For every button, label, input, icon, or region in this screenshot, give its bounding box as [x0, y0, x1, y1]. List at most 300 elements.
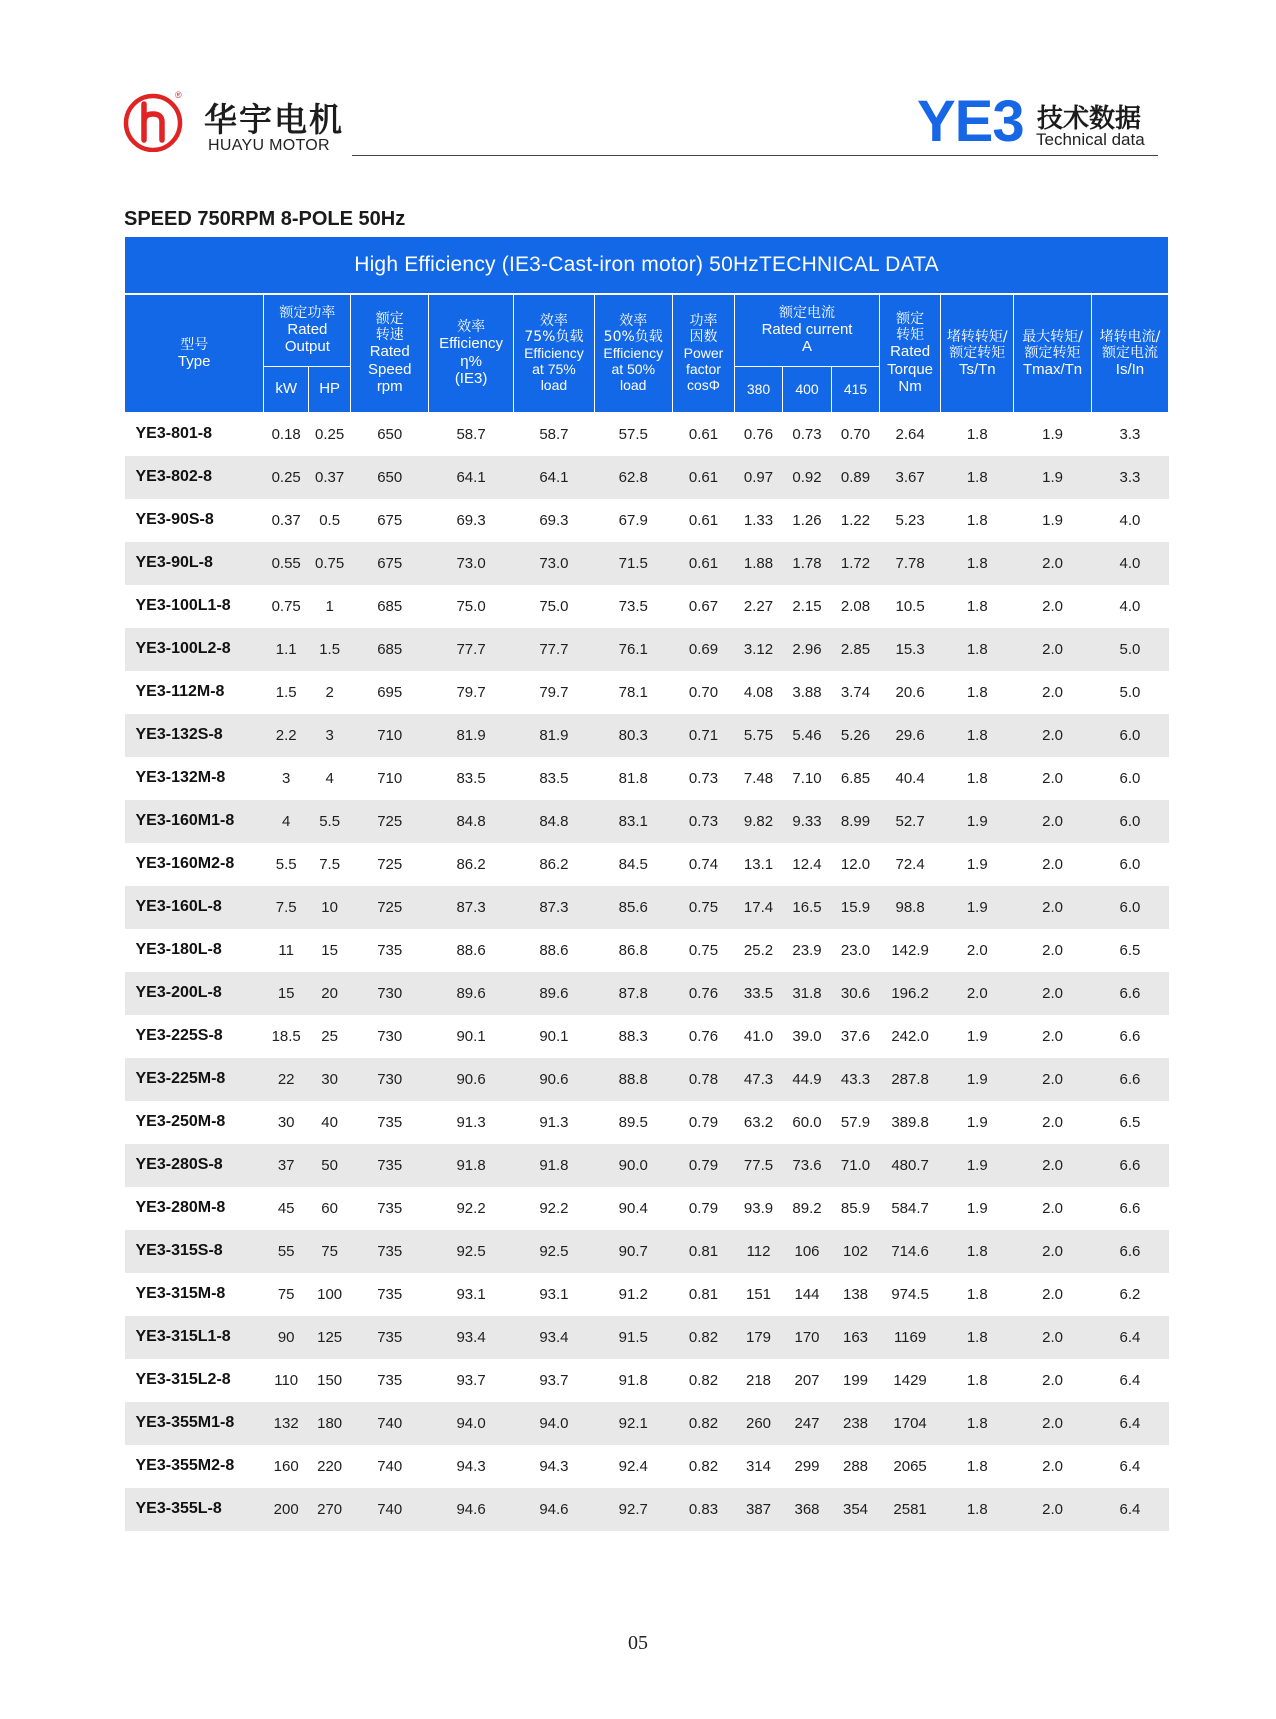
value-cell: 4	[325, 769, 334, 787]
value-cell: 247	[782, 1402, 832, 1445]
value-cell: 91.5	[594, 1316, 672, 1359]
value-cell: 1.9	[966, 1027, 988, 1045]
value-cell: 1.88	[735, 542, 782, 585]
header-400v: 400	[782, 366, 832, 412]
value-cell: 40.4	[895, 769, 925, 787]
value-cell: 6.85	[840, 769, 871, 787]
value-cell: 6.5	[1119, 941, 1141, 959]
value-cell: 1.72	[832, 542, 879, 585]
model-cell: YE3-160M1-8	[125, 800, 264, 843]
value-cell: 73.6	[782, 1144, 832, 1187]
value-cell: 368	[782, 1488, 832, 1531]
header-efficiency-50: 效率 50%负载 Efficiency at 50% load	[594, 294, 672, 412]
table-row	[125, 929, 1169, 972]
value-cell: 110	[274, 1371, 299, 1389]
value-cell: 1704	[879, 1402, 941, 1445]
model-cell: YE3-250M-8	[135, 1113, 226, 1130]
value-cell: 106	[782, 1230, 832, 1273]
value-cell: 125	[308, 1316, 350, 1359]
value-cell: 29.6	[879, 714, 941, 757]
value-cell: 37	[264, 1144, 308, 1187]
value-cell: 0.18	[271, 425, 301, 443]
value-cell: 12.0	[840, 855, 871, 873]
value-cell: 6.6	[1091, 1230, 1168, 1273]
value-cell: 740	[351, 1402, 429, 1445]
value-cell: 0.83	[672, 1488, 735, 1531]
value-cell: 0.75	[688, 941, 719, 959]
value-cell: 0.75	[308, 542, 350, 585]
table-row	[125, 1359, 1169, 1402]
value-cell: 200	[264, 1488, 308, 1531]
value-cell: 5.46	[782, 714, 832, 757]
value-cell: 1429	[893, 1371, 927, 1389]
value-cell: 2.85	[832, 628, 879, 671]
value-cell: 3	[308, 714, 350, 757]
value-cell: 1.9	[1042, 425, 1063, 443]
value-cell: 1.9	[966, 855, 988, 873]
value-cell: 650	[351, 456, 429, 499]
value-cell: 1.9	[966, 1199, 988, 1217]
value-cell: 77.7	[429, 628, 514, 671]
value-cell: 71.0	[832, 1144, 879, 1187]
value-cell: 0.73	[688, 769, 719, 787]
value-cell: 220	[317, 1457, 343, 1475]
value-cell: 7.78	[879, 542, 941, 585]
value-cell: 0.5	[319, 511, 341, 529]
value-cell: 72.4	[895, 855, 925, 873]
value-cell: 69.3	[456, 511, 486, 529]
value-cell: 0.37	[308, 456, 350, 499]
value-cell: 7.10	[792, 769, 822, 787]
value-cell: 41.0	[743, 1027, 774, 1045]
header-kw: kW	[264, 366, 308, 412]
model-cell: YE3-801-8	[135, 425, 212, 442]
model-cell: YE3-180L-8	[135, 941, 222, 958]
value-cell: 43.3	[832, 1058, 879, 1101]
value-cell: 60	[321, 1199, 338, 1217]
value-cell: 90	[264, 1316, 308, 1359]
speed-title: SPEED 750RPM 8-POLE 50Hz	[124, 208, 406, 230]
value-cell: 93.1	[456, 1285, 486, 1303]
value-cell: 196.2	[879, 972, 941, 1015]
value-cell: 77.7	[514, 628, 595, 671]
technical-data-title-en: Technical data	[1036, 130, 1145, 149]
table-row	[125, 628, 1169, 671]
header-type: 型号 Type	[125, 294, 264, 412]
value-cell: 0.55	[264, 542, 308, 585]
header-efficiency: 效率 Efficiency η% (IE3)	[429, 294, 514, 412]
value-cell: 314	[746, 1457, 772, 1475]
value-cell: 1.9	[966, 1113, 988, 1131]
value-cell: 0.76	[672, 972, 735, 1015]
value-cell: 735	[377, 1285, 403, 1303]
model-cell: YE3-315M-8	[135, 1285, 226, 1302]
value-cell: 1.26	[792, 511, 822, 529]
value-cell: 30	[308, 1058, 350, 1101]
value-cell: 6.4	[1091, 1316, 1168, 1359]
value-cell: 30	[277, 1113, 295, 1131]
value-cell: 0.79	[688, 1113, 719, 1131]
value-cell: 180	[308, 1402, 350, 1445]
table-row	[125, 1316, 1169, 1359]
header-380v: 380	[735, 366, 782, 412]
value-cell: 0.67	[688, 597, 719, 615]
value-cell: 2.0	[1014, 1230, 1092, 1273]
value-cell: 71.5	[594, 542, 672, 585]
value-cell: 91.2	[618, 1285, 648, 1303]
value-cell: 1.5	[308, 628, 350, 671]
value-cell: 735	[377, 1371, 403, 1389]
value-cell: 710	[377, 769, 403, 787]
value-cell: 6.6	[1119, 1027, 1141, 1045]
value-cell: 94.6	[514, 1488, 595, 1531]
value-cell: 7.5	[319, 855, 341, 873]
value-cell: 20	[308, 972, 350, 1015]
value-cell: 1.8	[941, 1488, 1014, 1531]
value-cell: 23.9	[792, 941, 822, 959]
value-cell: 83.5	[539, 769, 569, 787]
value-cell: 2.0	[1014, 886, 1092, 929]
value-cell: 160	[273, 1457, 299, 1475]
value-cell: 287.8	[879, 1058, 941, 1101]
value-cell: 102	[832, 1230, 879, 1273]
value-cell: 1.9	[941, 1058, 1014, 1101]
value-cell: 0.73	[672, 800, 735, 843]
value-cell: 2.0	[1042, 1285, 1063, 1303]
value-cell: 170	[782, 1316, 832, 1359]
value-cell: 88.6	[456, 941, 486, 959]
value-cell: 92.5	[429, 1230, 514, 1273]
value-cell: 1.8	[966, 425, 988, 443]
value-cell: 6.0	[1091, 886, 1168, 929]
value-cell: 740	[377, 1457, 403, 1475]
value-cell: 3.3	[1119, 425, 1141, 443]
value-cell: 0.82	[688, 1457, 719, 1475]
value-cell: 1.9	[1014, 456, 1092, 499]
value-cell: 270	[308, 1488, 350, 1531]
value-cell: 25.2	[743, 941, 774, 959]
value-cell: 112	[735, 1230, 782, 1273]
value-cell: 1.8	[941, 1402, 1014, 1445]
table-row	[125, 1402, 1169, 1445]
value-cell: 1.22	[840, 511, 871, 529]
table-row	[125, 843, 1169, 886]
value-cell: 10	[308, 886, 350, 929]
value-cell: 0.78	[672, 1058, 735, 1101]
value-cell: 92.1	[594, 1402, 672, 1445]
huayu-logo-icon	[122, 90, 184, 152]
value-cell: 260	[735, 1402, 782, 1445]
value-cell: 92.4	[618, 1457, 648, 1475]
value-cell: 57.9	[840, 1113, 871, 1131]
value-cell: 93.7	[456, 1371, 486, 1389]
value-cell: 98.8	[879, 886, 941, 929]
model-cell: YE3-200L-8	[125, 972, 264, 1015]
value-cell: 0.25	[315, 425, 345, 443]
value-cell: 3	[282, 769, 291, 787]
technical-data-title-cn: 技术数据	[1037, 104, 1142, 134]
value-cell: 0.61	[688, 425, 719, 443]
value-cell: 0.73	[792, 425, 822, 443]
value-cell: 88.6	[539, 941, 569, 959]
value-cell: 0.89	[832, 456, 879, 499]
value-cell: 0.61	[688, 511, 719, 529]
value-cell: 2581	[879, 1488, 941, 1531]
value-cell: 7.5	[264, 886, 308, 929]
value-cell: 84.8	[429, 800, 514, 843]
value-cell: 0.71	[672, 714, 735, 757]
value-cell: 3.74	[840, 683, 871, 701]
header-efficiency-75: 效率 75%负载 Efficiency at 75% load	[514, 294, 595, 412]
value-cell: 84.5	[618, 855, 648, 873]
page-number: 05	[628, 1632, 648, 1654]
value-cell: 92.2	[539, 1199, 569, 1217]
value-cell: 0.69	[672, 628, 735, 671]
value-cell: 86.2	[456, 855, 486, 873]
value-cell: 12.4	[792, 855, 822, 873]
value-cell: 0.76	[688, 1027, 719, 1045]
value-cell: 90.4	[618, 1199, 648, 1217]
value-cell: 85.6	[594, 886, 672, 929]
value-cell: 44.9	[782, 1058, 832, 1101]
value-cell: 6.5	[1119, 1113, 1141, 1131]
value-cell: 75	[277, 1285, 295, 1303]
value-cell: 5.26	[832, 714, 879, 757]
value-cell: 1.9	[941, 886, 1014, 929]
value-cell: 725	[377, 855, 403, 873]
value-cell: 5.5	[308, 800, 350, 843]
table-row	[125, 671, 1169, 714]
value-cell: 1.33	[743, 511, 774, 529]
value-cell: 90.7	[594, 1230, 672, 1273]
value-cell: 50	[308, 1144, 350, 1187]
table-row	[125, 1488, 1169, 1531]
value-cell: 88.3	[618, 1027, 648, 1045]
value-cell: 2.0	[966, 941, 988, 959]
value-cell: 2.0	[1042, 1199, 1063, 1217]
header-locked-torque-ratio: 堵转转矩/ 额定转矩 Ts/Tn	[941, 294, 1014, 412]
series-title: YE3	[917, 89, 1024, 154]
value-cell: 6.6	[1091, 1058, 1168, 1101]
value-cell: 2.0	[1042, 597, 1063, 615]
value-cell: 150	[317, 1371, 343, 1389]
model-cell: YE3-100L2-8	[125, 628, 264, 671]
value-cell: 1.9	[941, 1144, 1014, 1187]
value-cell: 735	[351, 1316, 429, 1359]
value-cell: 1.78	[782, 542, 832, 585]
model-cell: YE3-160L-8	[125, 886, 264, 929]
table-row	[125, 1058, 1169, 1101]
value-cell: 9.33	[782, 800, 832, 843]
value-cell: 2.0	[1014, 972, 1092, 1015]
value-cell: 389.8	[891, 1113, 929, 1131]
table-row	[125, 412, 1169, 456]
model-cell: YE3-802-8	[125, 456, 264, 499]
table-row	[125, 1101, 1169, 1144]
value-cell: 3.67	[879, 456, 941, 499]
value-cell: 93.4	[429, 1316, 514, 1359]
value-cell: 1.8	[941, 1230, 1014, 1273]
value-cell: 207	[794, 1371, 820, 1389]
value-cell: 69.3	[539, 511, 569, 529]
table-body	[125, 412, 1169, 1531]
value-cell: 91.8	[429, 1144, 514, 1187]
model-cell: YE3-315L1-8	[125, 1316, 264, 1359]
table-row	[125, 1187, 1169, 1230]
value-cell: 480.7	[879, 1144, 941, 1187]
value-cell: 40	[321, 1113, 338, 1131]
value-cell: 4.0	[1119, 597, 1141, 615]
value-cell: 15	[264, 972, 308, 1015]
header-power-factor: 功率 因数 Power factor cosΦ	[672, 294, 735, 412]
value-cell: 1.1	[264, 628, 308, 671]
value-cell: 57.5	[618, 425, 648, 443]
value-cell: 299	[794, 1457, 820, 1475]
value-cell: 0.61	[672, 456, 735, 499]
value-cell: 75.0	[539, 597, 569, 615]
value-cell: 6.2	[1119, 1285, 1141, 1303]
table-row	[125, 972, 1169, 1015]
value-cell: 81.9	[514, 714, 595, 757]
value-cell: 1.9	[1042, 511, 1063, 529]
model-cell: YE3-112M-8	[135, 683, 225, 700]
value-cell: 6.0	[1119, 855, 1141, 873]
model-cell: YE3-160M2-8	[135, 855, 235, 872]
value-cell: 2.0	[1014, 542, 1092, 585]
value-cell: 25	[321, 1027, 338, 1045]
value-cell: 4.0	[1119, 511, 1141, 529]
value-cell: 2.2	[264, 714, 308, 757]
value-cell: 735	[377, 1113, 403, 1131]
value-cell: 3.88	[792, 683, 822, 701]
value-cell: 1.8	[966, 683, 988, 701]
model-cell: YE3-100L1-8	[135, 597, 231, 614]
value-cell: 11	[278, 941, 294, 959]
value-cell: 76.1	[594, 628, 672, 671]
value-cell: 73.5	[618, 597, 648, 615]
table-row	[125, 542, 1169, 585]
value-cell: 2.0	[1014, 1402, 1092, 1445]
value-cell: 2065	[893, 1457, 927, 1475]
value-cell: 67.9	[618, 511, 648, 529]
value-cell: 30.6	[832, 972, 879, 1015]
value-cell: 0.37	[271, 511, 301, 529]
value-cell: 62.8	[594, 456, 672, 499]
value-cell: 0.74	[688, 855, 719, 873]
value-cell: 79.7	[539, 683, 569, 701]
value-cell: 94.0	[514, 1402, 595, 1445]
value-cell: 735	[351, 1144, 429, 1187]
table-row	[125, 886, 1169, 929]
value-cell: 0.97	[735, 456, 782, 499]
value-cell: 0.79	[688, 1199, 719, 1217]
value-cell: 7.48	[743, 769, 774, 787]
value-cell: 144	[794, 1285, 820, 1303]
value-cell: 37.6	[840, 1027, 871, 1045]
model-cell: YE3-225S-8	[135, 1027, 223, 1044]
value-cell: 1.8	[941, 1316, 1014, 1359]
header-rated-current: 额定电流 Rated current A	[735, 294, 879, 366]
value-cell: 13.1	[743, 855, 774, 873]
value-cell: 55	[264, 1230, 308, 1273]
value-cell: 2.0	[1042, 941, 1063, 959]
value-cell: 87.3	[429, 886, 514, 929]
table-row	[125, 1015, 1169, 1058]
value-cell: 2.0	[1042, 1457, 1063, 1475]
model-cell: YE3-280M-8	[135, 1199, 226, 1216]
value-cell: 2.0	[1042, 769, 1063, 787]
value-cell: 685	[377, 597, 403, 615]
value-cell: 83.1	[594, 800, 672, 843]
value-cell: 2.0	[1042, 1371, 1063, 1389]
value-cell: 730	[351, 972, 429, 1015]
table-row	[125, 1144, 1169, 1187]
technical-data-table	[124, 236, 1169, 1531]
value-cell: 735	[351, 1230, 429, 1273]
value-cell: 387	[735, 1488, 782, 1531]
value-cell: 685	[351, 628, 429, 671]
value-cell: 1	[325, 597, 334, 615]
model-cell: YE3-315L2-8	[135, 1371, 231, 1388]
value-cell: 0.25	[264, 456, 308, 499]
value-cell: 83.5	[456, 769, 486, 787]
header-rated-speed: 额定 转速 Rated Speed rpm	[351, 294, 429, 412]
value-cell: 5.0	[1119, 683, 1141, 701]
value-cell: 695	[377, 683, 403, 701]
value-cell: 1.8	[941, 714, 1014, 757]
value-cell: 138	[843, 1285, 869, 1303]
value-cell: 4.0	[1091, 542, 1168, 585]
value-cell: 6.4	[1119, 1457, 1141, 1475]
value-cell: 218	[746, 1371, 772, 1389]
value-cell: 81.9	[429, 714, 514, 757]
value-cell: 73.0	[429, 542, 514, 585]
value-cell: 584.7	[891, 1199, 929, 1217]
value-cell: 90.6	[429, 1058, 514, 1101]
value-cell: 1169	[879, 1316, 941, 1359]
value-cell: 93.7	[539, 1371, 569, 1389]
value-cell: 81.8	[618, 769, 648, 787]
value-cell: 6.0	[1091, 714, 1168, 757]
value-cell: 0.75	[672, 886, 735, 929]
value-cell: 52.7	[879, 800, 941, 843]
value-cell: 92.2	[456, 1199, 486, 1217]
value-cell: 1.5	[275, 683, 297, 701]
value-cell: 0.61	[672, 542, 735, 585]
value-cell: 238	[832, 1402, 879, 1445]
value-cell: 45	[277, 1199, 295, 1217]
value-cell: 1.8	[966, 1371, 988, 1389]
table-row	[125, 1445, 1169, 1488]
model-cell: YE3-355M2-8	[135, 1457, 235, 1474]
value-cell: 58.7	[456, 425, 486, 443]
value-cell: 94.3	[539, 1457, 569, 1475]
value-cell: 15.9	[832, 886, 879, 929]
value-cell: 725	[351, 886, 429, 929]
value-cell: 2	[325, 683, 334, 701]
value-cell: 2.96	[782, 628, 832, 671]
value-cell: 92.7	[594, 1488, 672, 1531]
model-cell: YE3-280S-8	[125, 1144, 264, 1187]
value-cell: 90.1	[539, 1027, 569, 1045]
value-cell: 2.0	[1042, 683, 1063, 701]
value-cell: 5.75	[735, 714, 782, 757]
table-row	[125, 1230, 1169, 1273]
value-cell: 2.0	[1014, 1488, 1092, 1531]
table-row	[125, 585, 1169, 628]
value-cell: 2.0	[1014, 628, 1092, 671]
value-cell: 2.64	[895, 425, 925, 443]
